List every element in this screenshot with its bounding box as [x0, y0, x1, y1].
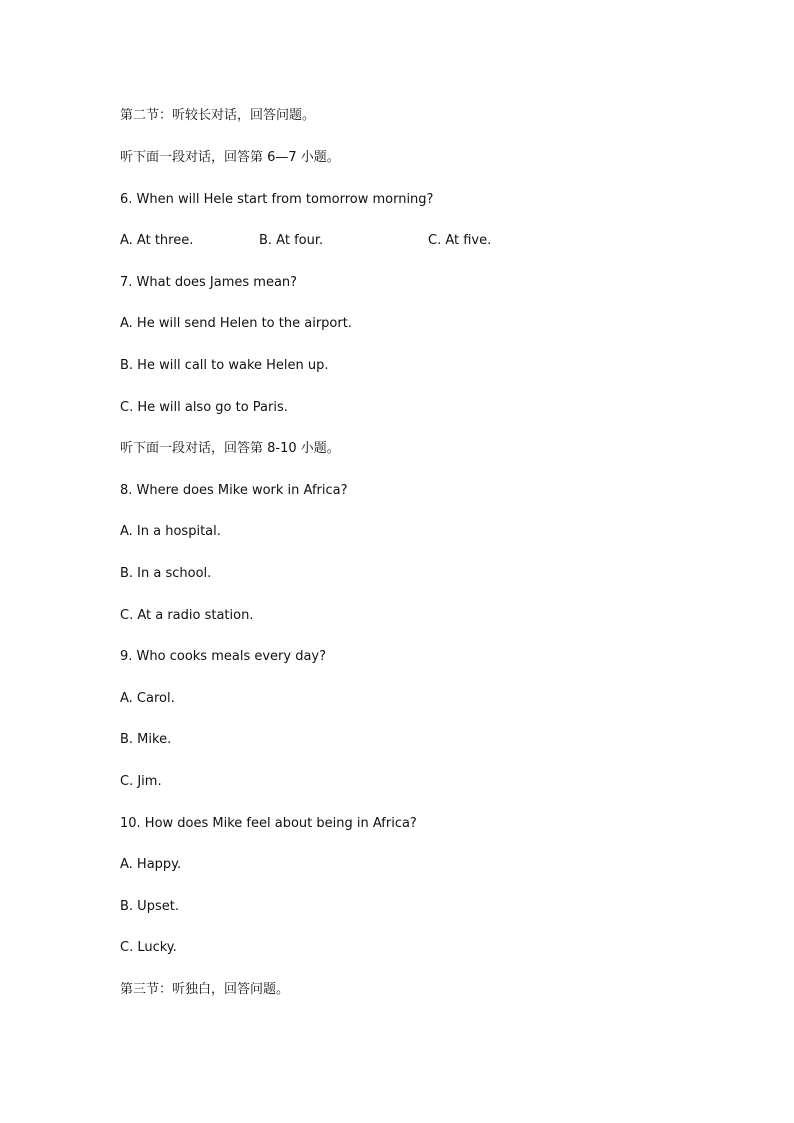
question-6-option-c: C. At five.	[428, 233, 492, 248]
question-7-option-a: A. He will send Helen to the airport.	[120, 316, 352, 331]
question-9-option-b: B. Mike.	[120, 732, 172, 747]
question-6: 6. When will Hele start from tomorrow morning?	[120, 192, 434, 207]
question-10-option-a: A. Happy.	[120, 857, 182, 872]
dialogue2-intro: 听下面一段对话，回答第 8-10 小题。	[120, 441, 340, 456]
question-8-option-b: B. In a school.	[120, 566, 212, 581]
question-8: 8. Where does Mike work in Africa?	[120, 483, 348, 498]
section2-heading: 第二节：听较长对话，回答问题。	[120, 108, 316, 123]
question-7: 7. What does James mean?	[120, 275, 298, 290]
dialogue1-intro: 听下面一段对话，回答第 6—7 小题。	[120, 150, 340, 165]
question-8-option-a: A. In a hospital.	[120, 524, 221, 539]
section3-heading: 第三节：听独白，回答问题。	[120, 982, 290, 997]
question-7-option-b: B. He will call to wake Helen up.	[120, 358, 329, 373]
question-10-option-b: B. Upset.	[120, 899, 179, 914]
question-8-option-c: C. At a radio station.	[120, 608, 254, 623]
question-9-option-c: C. Jim.	[120, 774, 162, 789]
question-9-option-a: A. Carol.	[120, 691, 175, 706]
question-10-option-c: C. Lucky.	[120, 940, 177, 955]
question-6-option-b: B. At four.	[259, 233, 324, 248]
question-10: 10. How does Mike feel about being in Africa?	[120, 816, 417, 831]
question-9: 9. Who cooks meals every day?	[120, 649, 327, 664]
question-7-option-c: C. He will also go to Paris.	[120, 400, 288, 415]
question-6-option-a: A. At three.	[120, 233, 194, 248]
